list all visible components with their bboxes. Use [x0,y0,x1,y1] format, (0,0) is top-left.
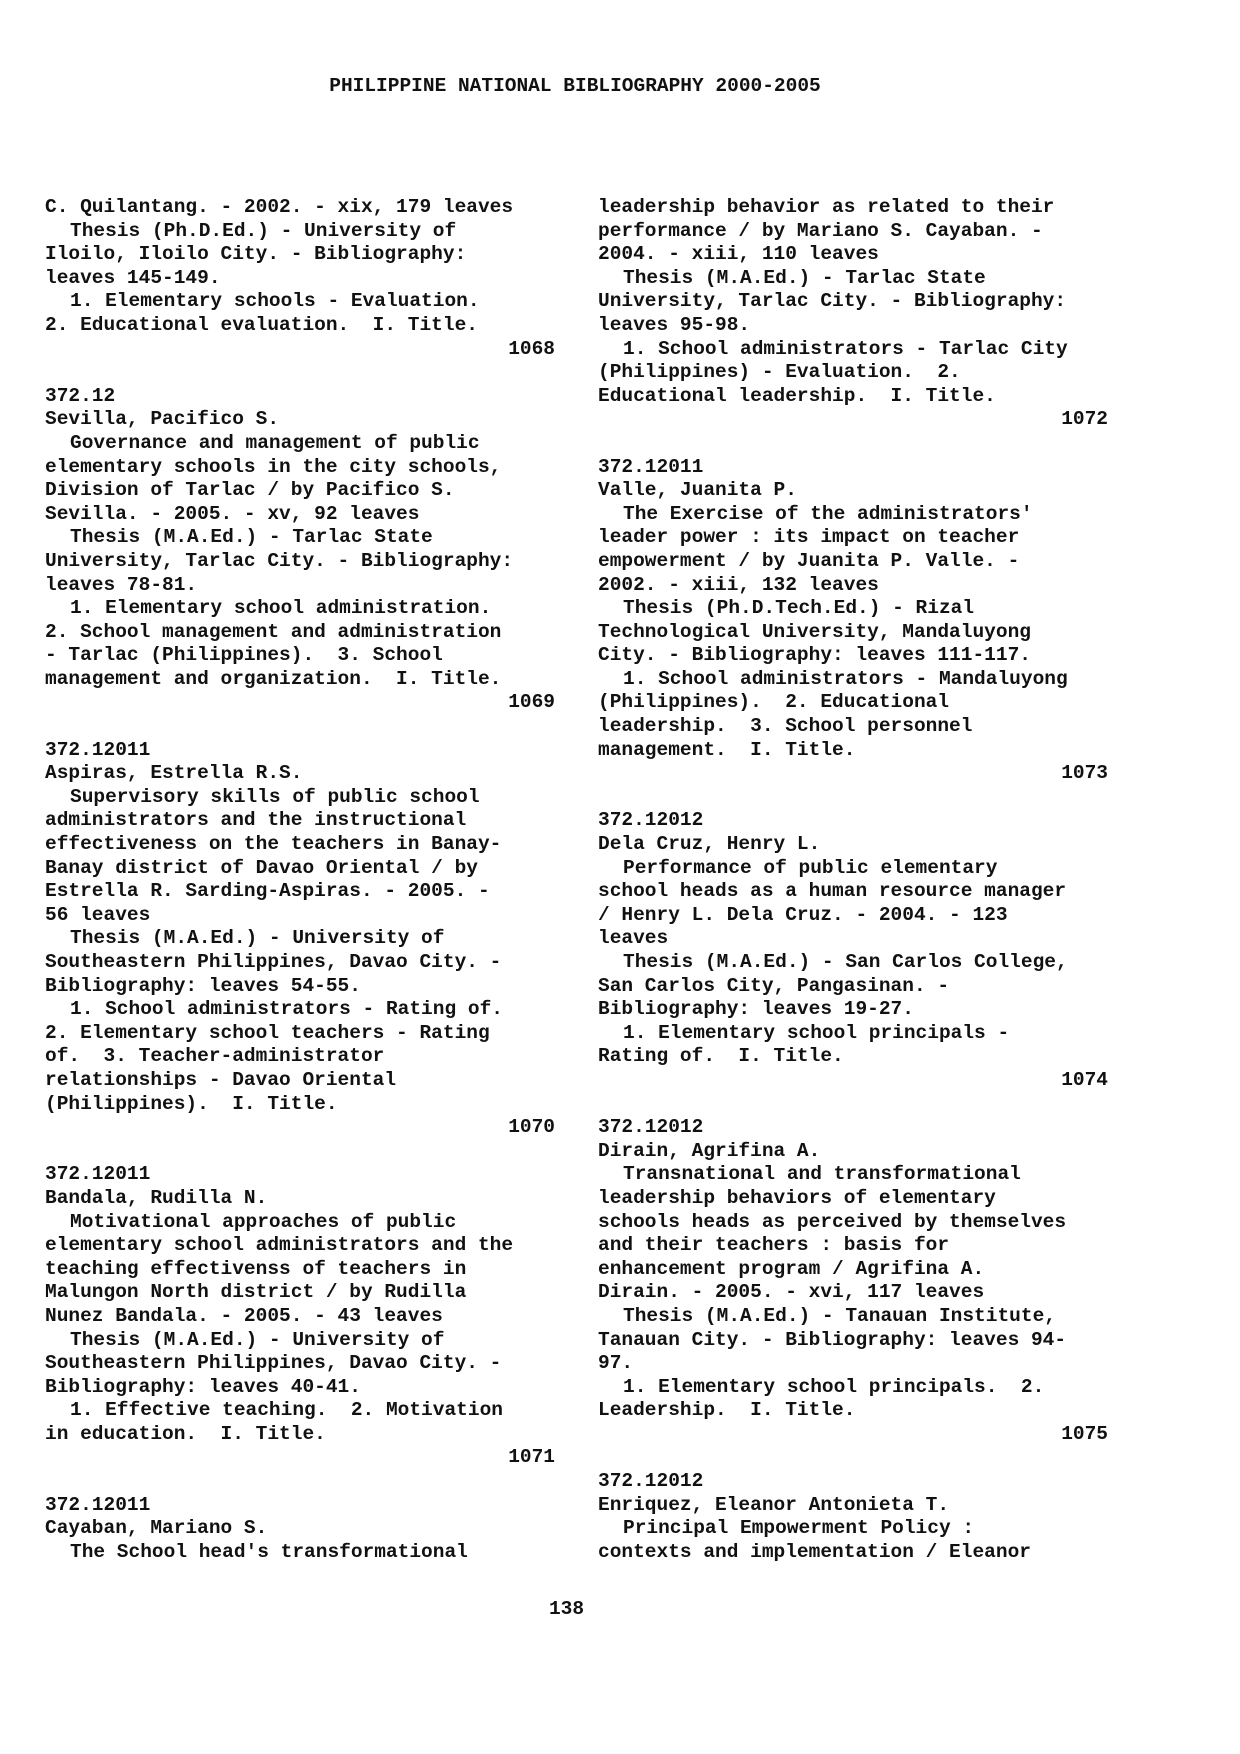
text-line: elementary schools in the city schools, [45,455,502,478]
text-line: of. 3. Teacher-administrator [45,1045,385,1068]
text-line: Technological University, Mandaluyong [598,620,1031,643]
text-line: 97. [598,1352,634,1375]
text-line: Bibliography: leaves 19-27. [598,998,914,1021]
text-line: (Philippines) - Evaluation. 2. [598,361,961,384]
blank-line [598,432,1108,456]
text-line: performance / by Mariano S. Cayaban. - [598,219,1043,242]
text-line: / Henry L. Dela Cruz. - 2004. - 123 [598,903,1008,926]
text-line: 372.12011 [45,1493,151,1516]
text-line: Thesis (M.A.Ed.) - University of [70,1328,445,1351]
text-line: 372.12011 [598,455,704,478]
text-line: Aspiras, Estrella R.S. [45,762,303,785]
text-line: management. I. Title. [598,738,856,761]
text-line: teaching effectivenss of teachers in [45,1257,467,1280]
text-line: 2. Educational evaluation. I. Title. [45,313,478,336]
text-line: 372.12012 [598,1470,704,1493]
text-line: 372.12011 [45,1163,151,1186]
text-line: Cayaban, Mariano S. [45,1517,268,1540]
text-line: effectiveness on the teachers in Banay- [45,833,502,856]
text-line: 1. Elementary school administration. [70,597,492,620]
page-number: 138 [548,1598,585,1620]
entry-number: 1070 [508,1116,555,1139]
blank-line [598,1093,1108,1117]
text-line: 2. School management and administration [45,620,502,643]
entry-number: 1068 [508,337,555,360]
text-line: 372.12012 [598,1116,704,1139]
text-line: leaves 95-98. [598,313,751,336]
text-line: leadership behaviors of elementary [598,1186,996,1209]
text-line: relationships - Davao Oriental [45,1068,397,1091]
text-line: (Philippines). 2. Educational [598,691,950,714]
text-line: C. Quilantang. - 2002. - xix, 179 leaves [45,196,514,218]
text-line: Thesis (M.A.Ed.) - University of [70,927,445,950]
text-line: City. - Bibliography: leaves 111-117. [598,644,1031,667]
entry-number: 1074 [1061,1068,1108,1091]
text-line: Bandala, Rudilla N. [45,1186,268,1209]
blank-line [45,1470,555,1494]
blank-line [45,715,555,739]
text-line: 1. Elementary school principals - [623,1021,1010,1044]
blank-line [45,1140,555,1164]
text-line: in education. I. Title. [45,1422,326,1445]
text-line: Motivational approaches of public [70,1210,457,1233]
text-line: Dirain, Agrifina A. [598,1139,821,1162]
text-line: University, Tarlac City. - Bibliography: [45,549,514,572]
text-line: Nunez Bandala. - 2005. - 43 leaves [45,1304,443,1327]
text-line: Division of Tarlac / by Pacifico S. [45,479,455,502]
text-line: Sevilla, Pacifico S. [45,408,280,431]
text-line: Thesis (M.A.Ed.) - Tarlac State [623,266,986,289]
text-line: enhancement program / Agrifina A. [598,1257,985,1280]
text-line: leadership behavior as related to their [598,196,1055,218]
text-line: 1. Effective teaching. 2. Motivation [70,1399,503,1422]
text-line: Sevilla. - 2005. - xv, 92 leaves [45,502,420,525]
text-line: Thesis (Ph.D.Tech.Ed.) - Rizal [623,597,975,620]
entry-number: 1071 [508,1446,555,1469]
entry-number: 1075 [1061,1422,1108,1445]
text-line: leaves 78-81. [45,573,198,596]
blank-line [598,1446,1108,1470]
text-line: Thesis (M.A.Ed.) - Tanauan Institute, [623,1304,1056,1327]
text-line: Supervisory skills of public school [70,785,480,808]
text-line: Principal Empowerment Policy : [623,1517,975,1540]
text-line: Dirain. - 2005. - xvi, 117 leaves [598,1281,985,1304]
blank-line [45,361,555,385]
text-line: Bibliography: leaves 54-55. [45,974,361,997]
text-line: and their teachers : basis for [598,1234,950,1257]
text-line: leadership. 3. School personnel [598,715,973,738]
blank-line [598,786,1108,810]
entry-number: 1072 [1061,408,1108,431]
text-line: 1. School administrators - Mandaluyong [623,667,1068,690]
text-line: Educational leadership. I. Title. [598,384,996,407]
text-line: Estrella R. Sarding-Aspiras. - 2005. - [45,880,490,903]
text-line: leaves [598,927,669,950]
text-line: 1. School administrators - Tarlac City [623,337,1068,360]
text-line: Rating of. I. Title. [598,1045,844,1068]
text-line: Performance of public elementary [623,856,998,879]
text-line: 1. School administrators - Rating of. [70,998,503,1021]
text-line: Leadership. I. Title. [598,1399,856,1422]
text-line: Southeastern Philippines, Davao City. - [45,951,502,973]
text-line: schools heads as perceived by themselves [598,1210,1067,1233]
text-line: Thesis (M.A.Ed.) - Tarlac State [70,526,433,549]
text-line: Dela Cruz, Henry L. [598,833,821,856]
text-line: Malungon North district / by Rudilla [45,1281,467,1304]
entry-number: 1069 [508,691,555,714]
text-line: leader power : its impact on teacher [598,526,1020,549]
entry-number: 1073 [1061,762,1108,785]
text-line: 1. Elementary school principals. 2. [623,1375,1045,1398]
text-line: 56 leaves [45,903,151,926]
text-line: Iloilo, Iloilo City. - Bibliography: [45,243,467,266]
text-line: - Tarlac (Philippines). 3. School [45,644,443,667]
text-line: The Exercise of the administrators' [623,502,1033,525]
text-line: Governance and management of public [70,431,480,454]
text-line: leaves 145-149. [45,266,221,289]
page-header: PHILIPPINE NATIONAL BIBLIOGRAPHY 2000-2005 [329,75,821,97]
text-line: Bibliography: leaves 40-41. [45,1375,361,1398]
text-line: administrators and the instructional [45,809,467,832]
text-line: 372.12 [45,384,116,407]
text-line: 372.12012 [598,809,704,832]
text-line: The School head's transformational [70,1540,468,1563]
text-line: 2004. - xiii, 110 leaves [598,243,879,266]
text-line: University, Tarlac City. - Bibliography: [598,290,1067,313]
text-line: Banay district of Davao Oriental / by [45,856,478,879]
text-line: empowerment / by Juanita P. Valle. - [598,549,1020,572]
text-line: Enriquez, Eleanor Antonieta T. [598,1493,950,1516]
text-line: management and organization. I. Title. [45,667,502,690]
text-line: Valle, Juanita P. [598,479,797,502]
text-line: (Philippines). I. Title. [45,1092,338,1115]
text-line: 1. Elementary schools - Evaluation. [70,290,480,313]
text-line: San Carlos City, Pangasinan. - [598,974,950,997]
text-line: Southeastern Philippines, Davao City. - [45,1352,502,1375]
text-line: Tanauan City. - Bibliography: leaves 94- [598,1328,1067,1351]
text-line: Thesis (Ph.D.Ed.) - University of [70,219,457,242]
left-column [45,196,555,1564]
text-line: contexts and implementation / Eleanor [598,1540,1031,1563]
text-line: 2002. - xiii, 132 leaves [598,573,879,596]
text-line: school heads as a human resource manager [598,880,1067,903]
text-line: Thesis (M.A.Ed.) - San Carlos College, [623,951,1068,973]
text-line: elementary school administrators and the [45,1234,514,1257]
text-line: 2. Elementary school teachers - Rating [45,1021,490,1044]
text-line: Transnational and transformational [623,1163,1021,1186]
right-column [598,196,1108,1564]
text-line: 372.12011 [45,738,151,761]
